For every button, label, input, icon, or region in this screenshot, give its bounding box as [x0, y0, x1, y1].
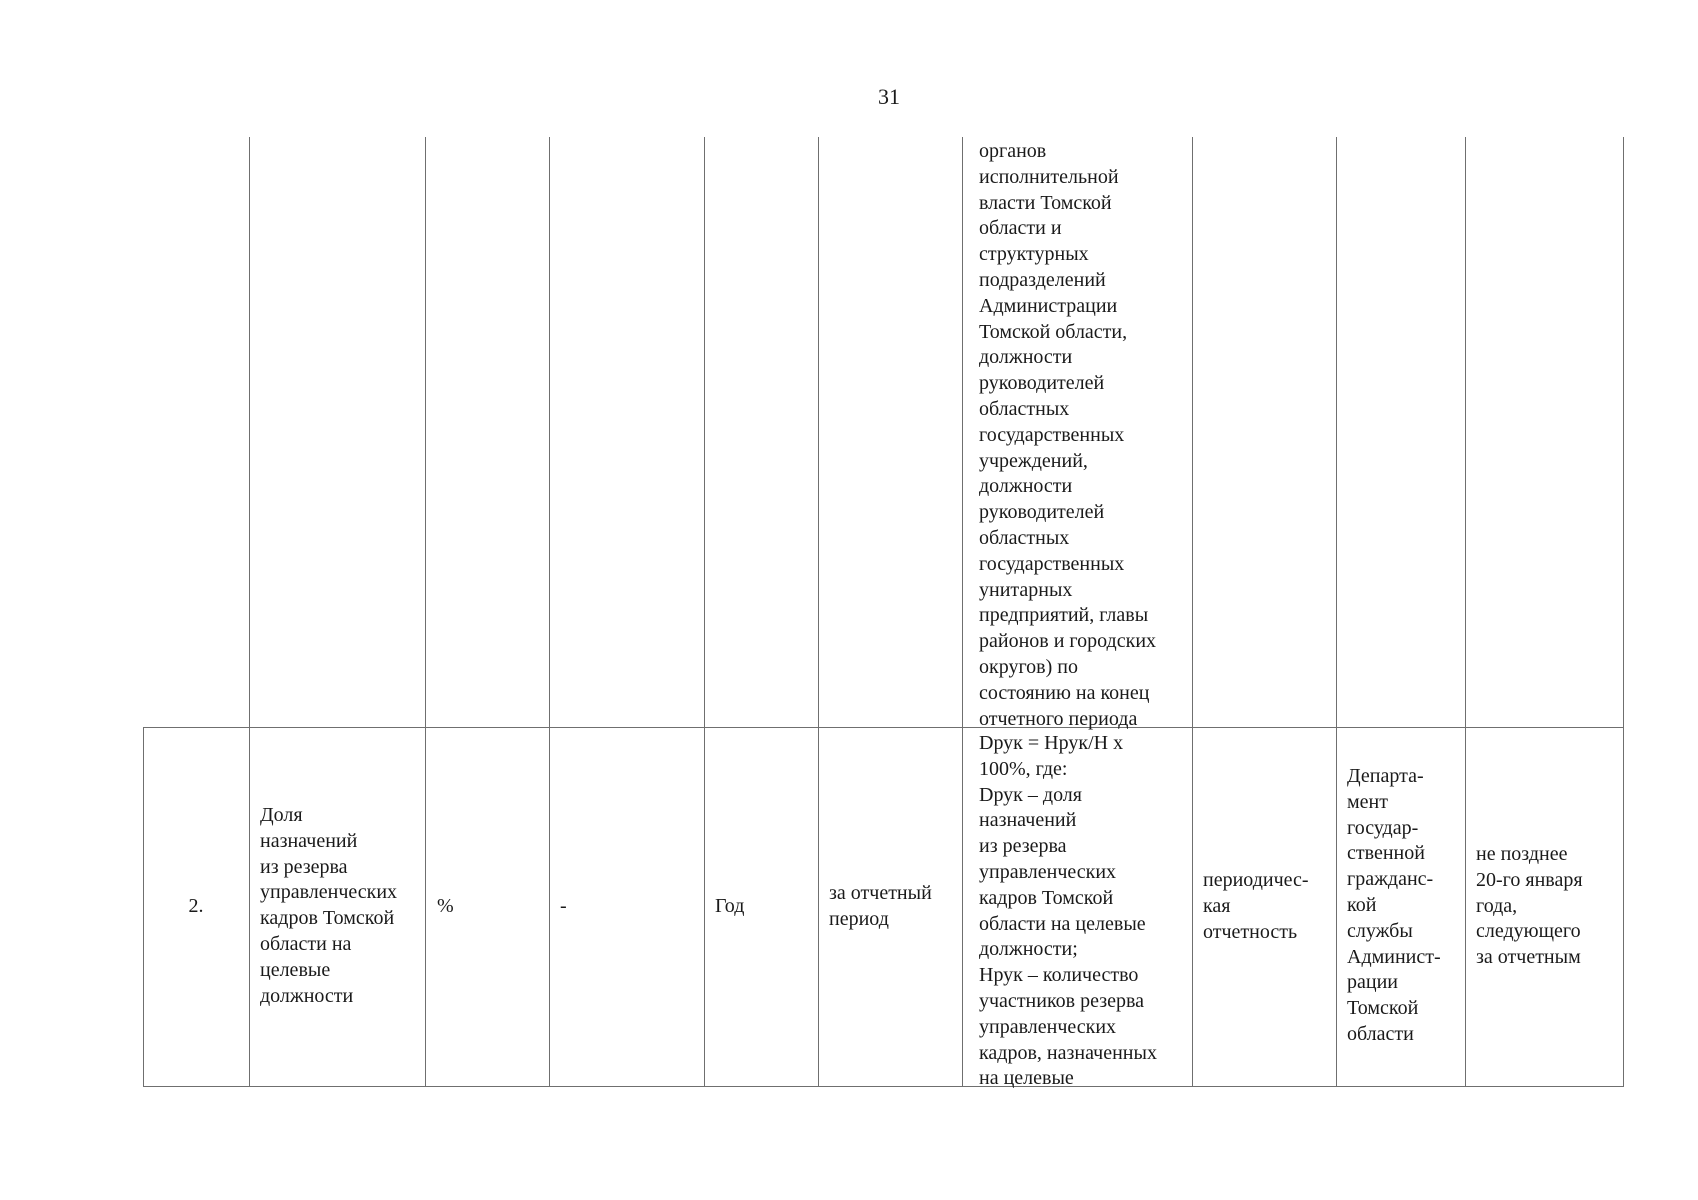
column-divider — [962, 137, 963, 1087]
column-divider — [1336, 137, 1337, 1087]
column-divider — [425, 137, 426, 1087]
page-number: 31 — [878, 84, 900, 109]
column-divider — [704, 137, 705, 1087]
column-divider — [818, 137, 819, 1087]
column-divider — [249, 137, 250, 1087]
unit-cell: % — [437, 895, 454, 917]
row-number-cell: 2. — [188, 895, 204, 917]
frequency-cell: Год — [715, 895, 745, 917]
table-border-bottom — [143, 1086, 1624, 1087]
dash-cell: - — [560, 895, 567, 917]
formula-description-cell: Dрук = Нрук/Н х 100%, где: Dрук – доля назначений из резерва управленческих кадров Томской области на целевые должности; Нрук – количество участников резерва управленческих кадров, назначенных на целевые — [979, 732, 1157, 1090]
row-divider — [143, 727, 1624, 728]
column-divider — [549, 137, 550, 1087]
column-divider — [1192, 137, 1193, 1087]
period-cell: за отчетный период — [829, 882, 932, 930]
indicator-name-cell: Доля назначений из резерва управленческих кадров Томской области на целевые должности — [260, 804, 398, 1007]
deadline-cell: не позднее 20-го января года, следующего за отчетным — [1476, 843, 1583, 969]
responsible-cell: Департа- мент государ- ственной гражданс- кой службы Админист- рации Томской области — [1347, 765, 1441, 1045]
method-cell: периодичес- кая отчетность — [1203, 869, 1309, 943]
continued-description-cell: органов исполнительной власти Томской области и структурных подразделений Администрации Томской области, должности руководителей областных государственных учреждений, должности руководителей областных государственных унитарных предприятий, главы районов и городских округов) по состоянию на конец отчетного периода — [979, 140, 1157, 730]
